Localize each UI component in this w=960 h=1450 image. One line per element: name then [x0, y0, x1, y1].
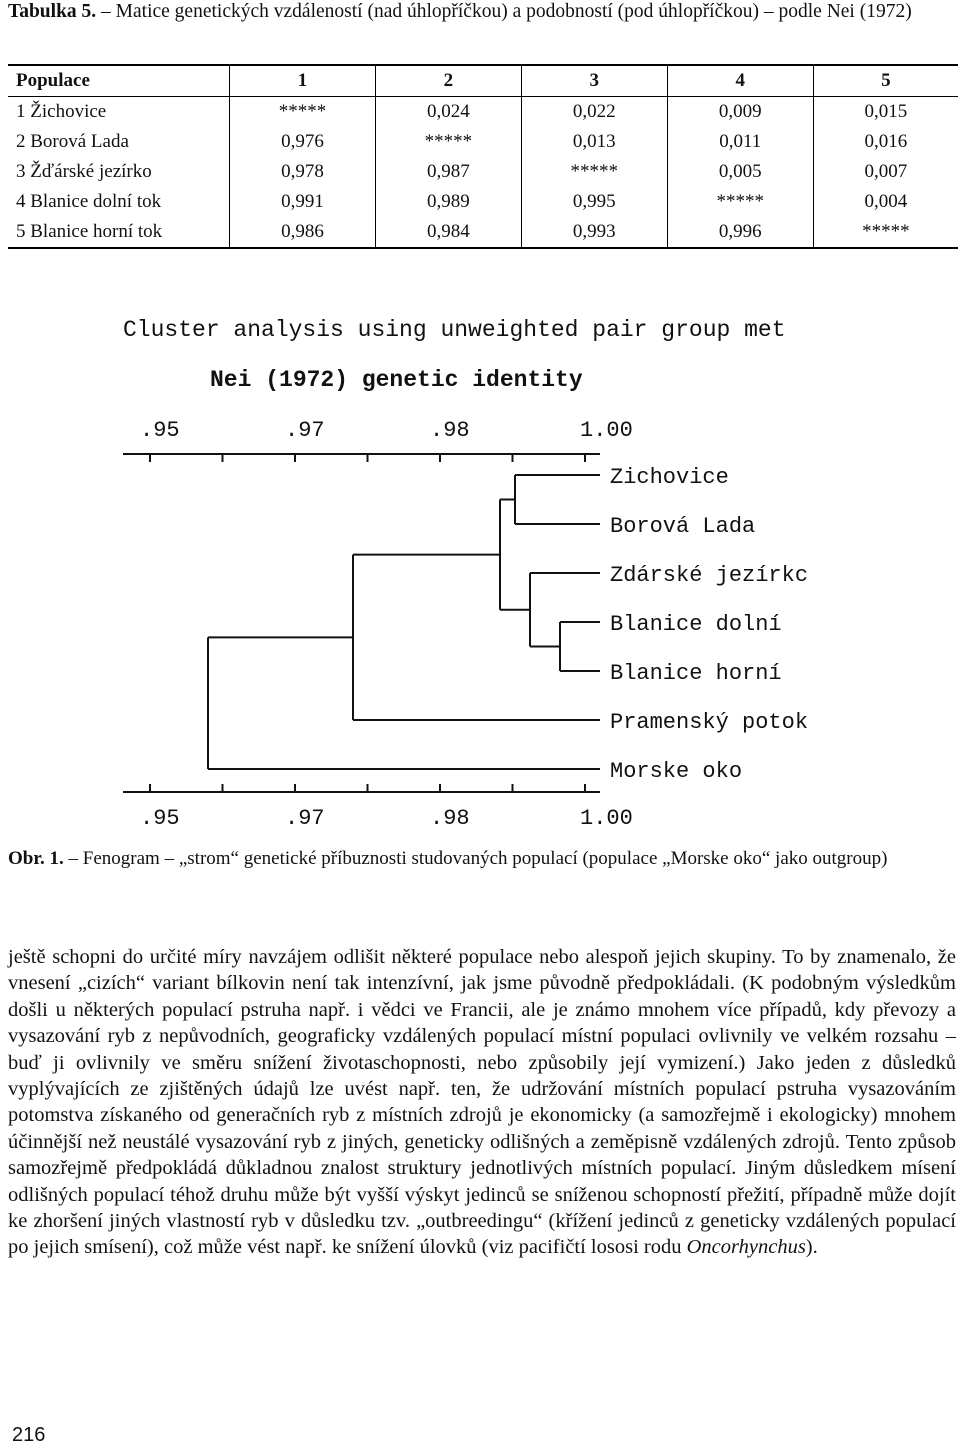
axis-tick-label-bottom: .95	[140, 806, 180, 831]
value-cell: *****	[375, 127, 521, 157]
value-cell: 0,022	[521, 97, 667, 128]
table-row	[8, 97, 958, 128]
value-cell: 0,991	[230, 187, 376, 217]
table-row	[8, 127, 958, 157]
population-cell: 1 Žichovice	[8, 97, 230, 128]
axis-tick-label-top: .95	[140, 418, 180, 443]
body-text-main: ještě schopni do určité míry navzájem odlišit některé populace nebo alespoň jejich skupiny. To by znamenalo, že vnesení „cizích“ variant bílkovin není tak intenzívní, jak jsme původně předpokládali. (K podobným výsledkům došli u některých populací pstruha např. i vědci ve Francii, ale je známo mnohem více případů, kdy převozy a vysazování ryb z nepůvodních, geograficky vzdálených populací místní populaci ovlivnily ve velkém rozsahu – buď ji ovlivnily ve směru snížení životaschopnosti, nebo způsobily její vymizení.) Jako jeden z důsledků vyplývajících ze zjištěných údajů lze uvést např. ten, že udržování místních populací pstruha vysazováním potomstva získaného od generačních ryb z místních zdrojů je ekonomicky (a samozřejmě i ekologicky) mnohem účinnější než neustálé vysazování ryb z jiných, geneticky odlišných a zeměpisně vzdálených zdrojů. Tento způsob samozřejmě předpokládá důkladnou znalost struktury jednotlivých místních populací. Jiným důsledkem mísení odlišných populací téhož druhu může být vyšší výskyt jedinců se sníženou schopností přežití, případně může dojít ke zhoršení jiných vlastností ryb v důsledku tzv. „outbreedingu“ (křížení jedinců z geneticky vzdálených populací po jejich smísení), což může vést např. ke snížení úlovků (viz pacifičtí lososi rodu	[8, 946, 956, 1259]
value-cell: 0,013	[521, 127, 667, 157]
table-header-row	[8, 65, 958, 97]
distance-matrix-table	[8, 64, 958, 249]
axis-tick-label-bottom: .98	[430, 806, 470, 831]
column-header: 3	[521, 65, 667, 97]
table-caption-label: Tabulka 5.	[8, 1, 97, 22]
axis-tick-label-top: 1.00	[580, 418, 633, 443]
value-cell: 0,995	[521, 187, 667, 217]
value-cell: 0,005	[667, 157, 813, 187]
value-cell: 0,015	[864, 101, 908, 122]
population-cell: 5 Blanice horní tok	[8, 217, 230, 248]
column-header: 1	[230, 65, 376, 97]
value-cell: *****	[862, 221, 910, 242]
body-text-italic: Oncorhynchus	[686, 1236, 806, 1259]
table-row	[8, 187, 958, 217]
dendrogram-branches	[208, 475, 600, 769]
body-text-end: ).	[805, 1236, 818, 1259]
value-cell: 0,978	[230, 157, 376, 187]
value-cell: 0,011	[667, 127, 813, 157]
population-cell: 4 Blanice dolní tok	[8, 187, 230, 217]
figure-caption	[8, 846, 956, 871]
page-number: 216	[12, 1424, 46, 1446]
value-cell: 0,996	[667, 217, 813, 248]
value-cell: 0,984	[375, 217, 521, 248]
table-caption	[8, 0, 956, 24]
body-paragraph	[8, 944, 956, 1261]
table-caption-text: – Matice genetických vzdáleností (nad úhlopříčkou) a podobností (pod úhlopříčkou) – podle Nei (1972)	[96, 1, 912, 22]
value-cell: 0,993	[521, 217, 667, 248]
value-cell: 0,987	[375, 157, 521, 187]
value-cell: 0,007	[864, 161, 908, 182]
column-header: Populace	[8, 65, 230, 97]
axis-tick-label-bottom: .97	[285, 806, 325, 831]
table-row	[8, 217, 958, 248]
value-cell: 0,016	[864, 131, 908, 152]
value-cell: *****	[667, 187, 813, 217]
value-cell: *****	[230, 97, 376, 128]
table-row	[8, 157, 958, 187]
value-cell: 0,024	[375, 97, 521, 128]
axis-tick-label-top: .97	[285, 418, 325, 443]
leaf-label: Borová Lada	[610, 514, 756, 539]
dendrogram-leaves	[610, 465, 808, 784]
value-cell: 0,976	[230, 127, 376, 157]
figure-caption-text: – Fenogram – „strom“ genetické příbuznosti studovaných populací (populace „Morske oko“ jako outgroup)	[63, 848, 888, 869]
leaf-label: Blanice horní	[610, 661, 782, 686]
population-cell: 2 Borová Lada	[8, 127, 230, 157]
leaf-label: Zdárské jezírkc	[610, 563, 809, 588]
dendrogram-title: Cluster analysis using unweighted pair group met	[123, 317, 786, 343]
dendrogram-subtitle: Nei (1972) genetic identity	[210, 367, 583, 393]
value-cell: 0,986	[230, 217, 376, 248]
population-cell: 3 Žďárské jezírko	[8, 157, 230, 187]
value-cell: 0,004	[864, 191, 908, 212]
leaf-label: Pramenský potok	[610, 710, 809, 735]
column-header: 4	[667, 65, 813, 97]
figure-caption-label: Obr. 1.	[8, 848, 64, 869]
leaf-label: Morske oko	[610, 759, 743, 784]
leaf-label: Zichovice	[610, 465, 729, 490]
axis-tick-label-bottom: 1.00	[580, 806, 633, 831]
value-cell: 0,989	[375, 187, 521, 217]
dendrogram-figure	[0, 290, 960, 840]
value-cell: *****	[521, 157, 667, 187]
column-header: 2	[375, 65, 521, 97]
leaf-label: Blanice dolní	[610, 612, 782, 637]
column-header: 5	[881, 70, 891, 91]
axis-tick-label-top: .98	[430, 418, 470, 443]
value-cell: 0,009	[667, 97, 813, 128]
